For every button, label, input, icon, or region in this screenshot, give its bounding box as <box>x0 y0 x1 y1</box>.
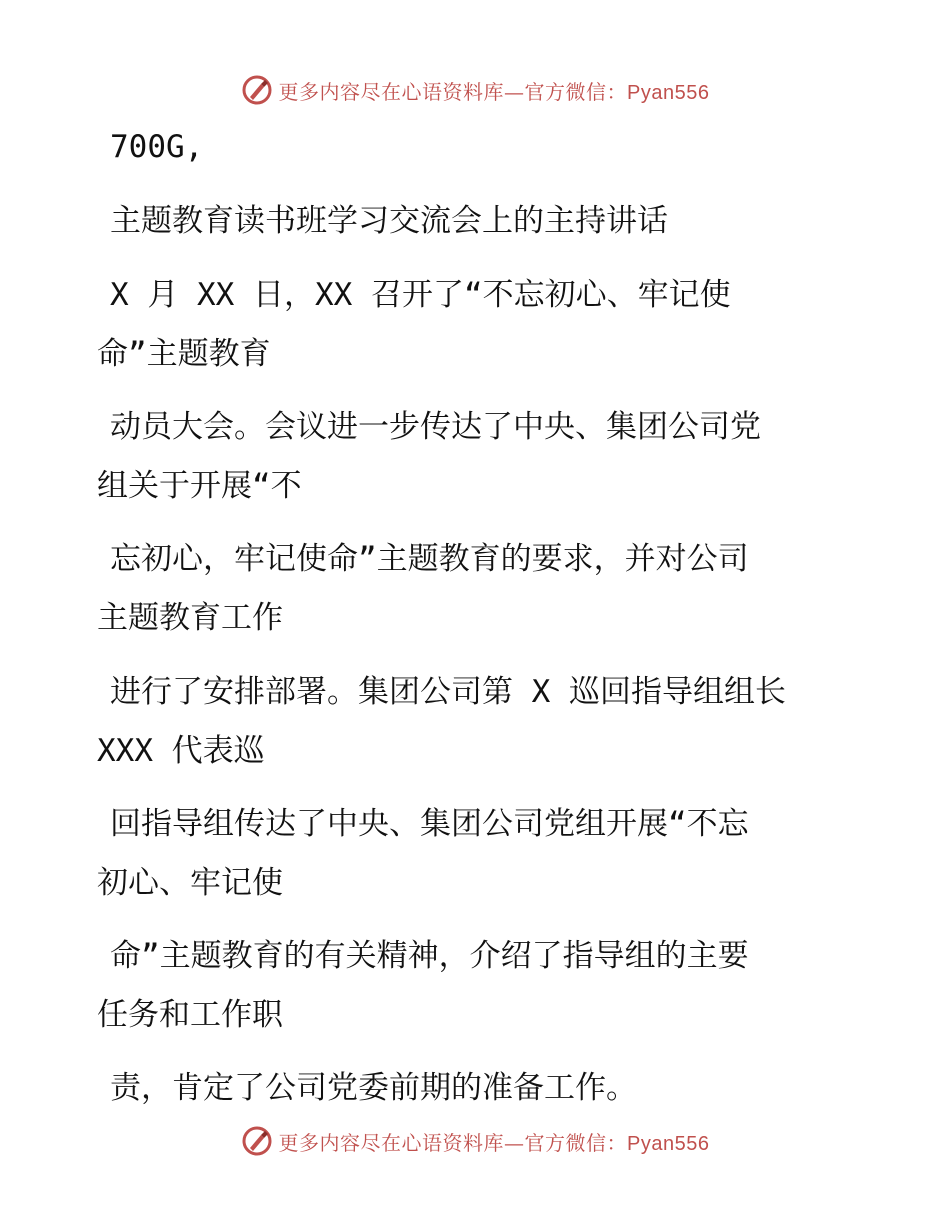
text-line: 初心、牢记使 <box>97 865 283 901</box>
text-line: 主题教育工作 <box>97 600 283 636</box>
text-line: 责，肯定了公司党委前期的准备工作。 <box>110 1070 637 1106</box>
text-line: 组关于开展“不 <box>97 468 302 504</box>
document-title: 主题教育读书班学习交流会上的主持讲话 <box>110 203 668 239</box>
text-line: 动员大会。会议进一步传达了中央、集团公司党 <box>110 409 761 445</box>
text-line: 进行了安排部署。集团公司第 X 巡回指导组组长 <box>110 674 786 710</box>
text-line: 回指导组传达了中央、集团公司党组开展“不忘 <box>110 806 749 842</box>
text-line: X 月 XX 日，XX 召开了“不忘初心、牢记使 <box>110 277 731 313</box>
footer-watermark <box>0 1121 950 1161</box>
text-line: 命”主题教育 <box>97 336 271 372</box>
text-line: 命”主题教育的有关精神，介绍了指导组的主要 <box>110 938 749 974</box>
text-line: 700G, <box>110 129 204 165</box>
pen-logo-icon <box>241 1125 273 1157</box>
text-line: XXX 代表巡 <box>97 733 265 769</box>
watermark-text: 更多内容尽在心语资料库—官方微信：Pyan556 <box>278 79 710 104</box>
text-line: 忘初心，牢记使命”主题教育的要求，并对公司 <box>110 541 749 577</box>
text-line: 任务和工作职 <box>97 997 283 1033</box>
watermark-text: 更多内容尽在心语资料库—官方微信：Pyan556 <box>278 1130 710 1155</box>
